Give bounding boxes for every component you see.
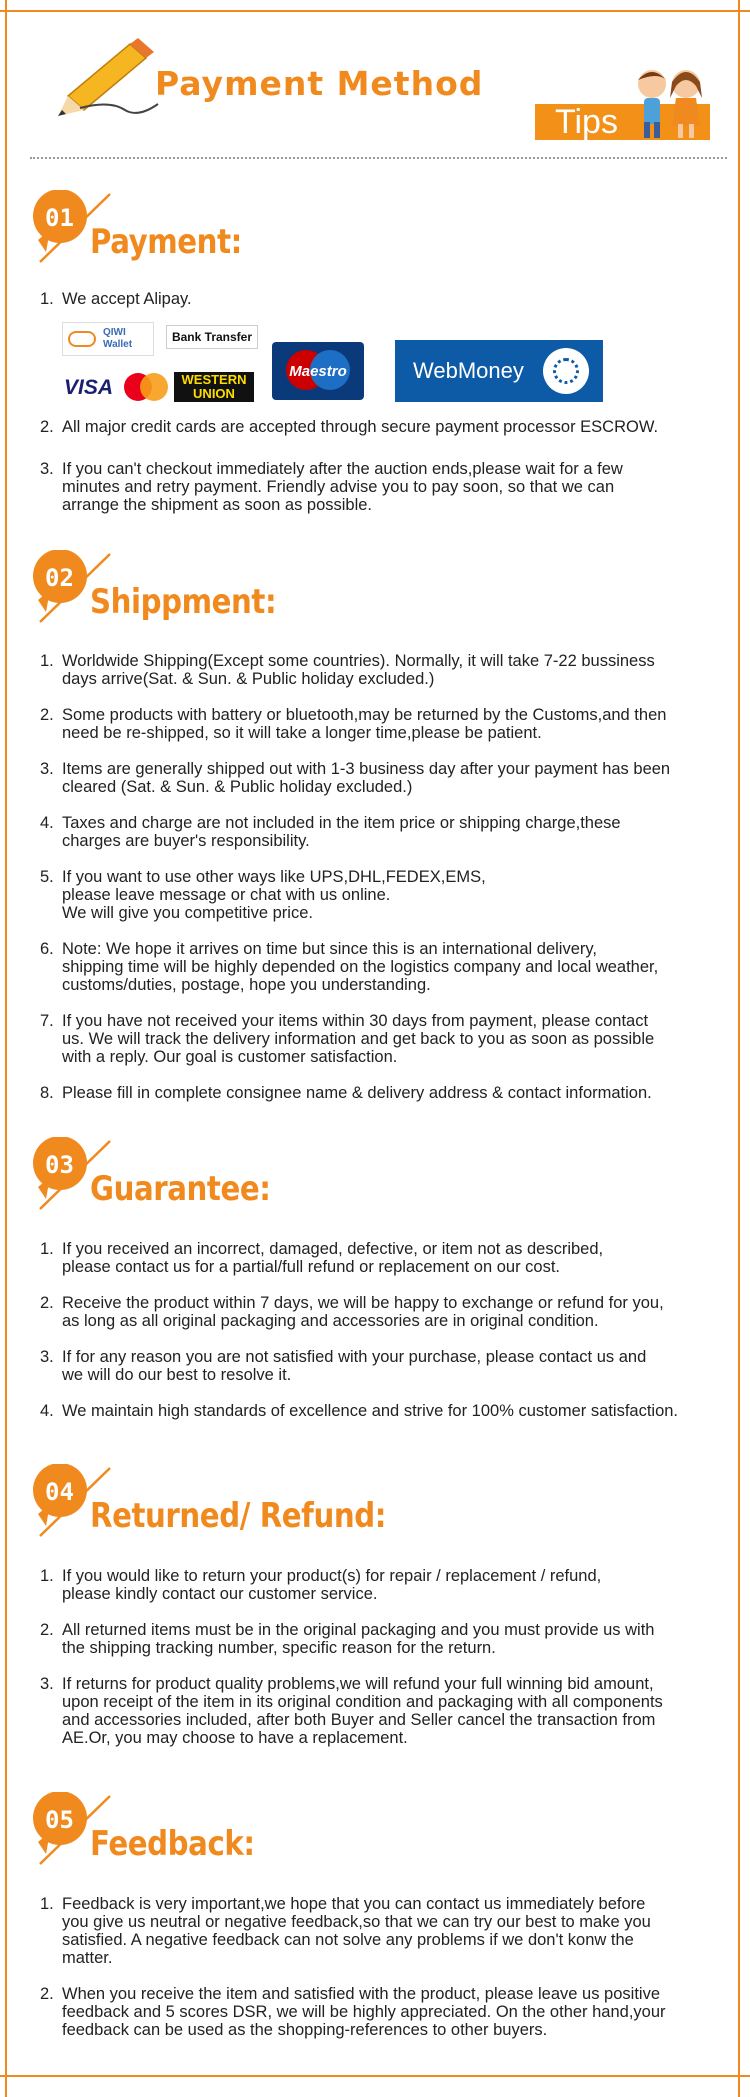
item-number: 2. — [40, 418, 54, 436]
payment-list-continued — [40, 460, 740, 514]
item-number: 2. — [40, 1621, 54, 1639]
item-text: Feedback is very important,we hope that you can contact us immediately before you give us neutral or negative feedback,so that we can try our best to make you satisfied. A negative feedback can not solve any problems if we don't konw the matter. — [62, 1895, 651, 1967]
bottom-border — [0, 2075, 750, 2077]
section-title: Shippment: — [90, 582, 277, 622]
item-text: All major credit cards are accepted through secure payment processor ESCROW. — [62, 418, 659, 436]
list-item — [40, 1675, 740, 1747]
list-item — [40, 940, 740, 994]
section-number: 05 — [45, 1806, 74, 1834]
guarantee-list — [40, 1348, 740, 1384]
list-item — [40, 652, 740, 688]
item-number: 5. — [40, 868, 54, 886]
list-item — [40, 1567, 740, 1603]
item-number: 3. — [40, 1348, 54, 1366]
list-item — [40, 1084, 740, 1102]
item-text: Receive the product within 7 days, we will be happy to exchange or refund for you, as long as all original packaging and accessories are in original condition. — [62, 1294, 664, 1330]
item-text: Items are generally shipped out with 1-3 business day after your payment has been cleared (Sat. & Sun. & Public holiday excluded.) — [62, 760, 671, 796]
list-item — [40, 868, 740, 922]
item-text: Some products with battery or bluetooth,may be returned by the Customs,and then need be re-shipped, so it will take a longer time,please be patient. — [62, 706, 667, 742]
item-number: 1. — [40, 1567, 54, 1585]
list-item — [40, 1240, 740, 1276]
guarantee-list — [40, 1294, 740, 1330]
page-header — [0, 0, 750, 160]
item-number: 2. — [40, 706, 54, 724]
item-text: If you can't checkout immediately after the auction ends,please wait for a few minutes and retry payment. Friendly advise you to pay soon, so that we can arrange the shipment as soon as possible. — [62, 460, 623, 514]
item-text: When you receive the item and satisfied with the product, please leave us positive feedback and 5 scores DSR, we will be highly appreciated. On the other hand,your feedback can be used as the shopping-references to other buyers. — [62, 1985, 666, 2039]
item-text: If you would like to return your product(s) for repair / replacement / refund, please kindly contact our customer service. — [62, 1567, 602, 1603]
section-title: Returned/ Refund: — [90, 1496, 387, 1536]
shipping-list — [40, 652, 740, 688]
item-text: Taxes and charge are not included in the item price or shipping charge,these charges are buyer's responsibility. — [62, 814, 621, 850]
item-text: We maintain high standards of excellence and strive for 100% customer satisfaction. — [62, 1402, 679, 1420]
item-text: If you received an incorrect, damaged, defective, or item not as described, please contact us for a partial/full refund or replacement on our cost. — [62, 1240, 604, 1276]
section-number: 02 — [45, 564, 74, 592]
section-number: 01 — [45, 204, 74, 232]
list-item — [40, 418, 740, 436]
item-number: 7. — [40, 1012, 54, 1030]
refund-list — [40, 1675, 740, 1747]
left-border — [5, 0, 7, 2097]
item-number: 4. — [40, 1402, 54, 1420]
payment-logos — [62, 320, 622, 405]
webmoney-logo — [395, 340, 603, 402]
bank-transfer-logo: Bank Transfer — [166, 325, 258, 349]
item-number: 1. — [40, 1895, 54, 1913]
header-divider — [30, 157, 727, 159]
item-number: 1. — [40, 652, 54, 670]
refund-list — [40, 1621, 740, 1657]
item-number: 6. — [40, 940, 54, 958]
guarantee-list — [40, 1240, 740, 1276]
item-number: 8. — [40, 1084, 54, 1102]
list-item — [40, 1621, 740, 1657]
feedback-list — [40, 1985, 740, 2039]
mastercard-icon — [124, 373, 168, 401]
list-item — [40, 760, 740, 796]
list-item — [40, 1294, 740, 1330]
item-text: Worldwide Shipping(Except some countries). Normally, it will take 7-22 bussiness days arrive(Sat. & Sun. & Public holiday excluded.) — [62, 652, 655, 688]
cartoon-kids-icon — [628, 62, 710, 142]
webmoney-globe-icon — [543, 348, 589, 394]
list-item — [40, 814, 740, 850]
section-number: 03 — [45, 1151, 74, 1179]
feedback-list — [40, 1895, 740, 1967]
item-number: 3. — [40, 760, 54, 778]
list-item — [40, 290, 740, 308]
list-item — [40, 1348, 740, 1384]
maestro-logo — [272, 342, 364, 400]
list-item — [40, 1012, 740, 1066]
item-text: If returns for product quality problems,we will refund your full winning bid amount, upon receipt of the item in its original condition and packaging with all components and accessories included, after both Buyer and Seller cancel the transaction from AE.Or, you may choose to have a replacement. — [62, 1675, 663, 1747]
item-number: 4. — [40, 814, 54, 832]
item-text: Please fill in complete consignee name & delivery address & contact information. — [62, 1084, 652, 1102]
section-guarantee-heading — [30, 1137, 530, 1217]
refund-list — [40, 1567, 740, 1603]
list-item — [40, 1985, 740, 2039]
qiwi-wallet-logo — [62, 322, 154, 356]
item-number: 2. — [40, 1294, 54, 1312]
item-text: If for any reason you are not satisfied with your purchase, please contact us and we will do our best to resolve it. — [62, 1348, 647, 1384]
section-title: Guarantee: — [90, 1169, 271, 1209]
item-number: 1. — [40, 1240, 54, 1258]
shipping-list — [40, 760, 740, 796]
qiwi-label: QIWI Wallet — [103, 327, 133, 350]
section-number: 04 — [45, 1478, 74, 1506]
tips-banner: Tips — [535, 104, 710, 140]
page-title: Payment Method — [155, 64, 484, 103]
webmoney-label: WebMoney — [413, 358, 524, 383]
list-item — [40, 1895, 740, 1967]
item-text: Note: We hope it arrives on time but since this is an international delivery, shipping time will be highly depended on the logistics company and local weather, customs/duties, postage, hope you understanding. — [62, 940, 659, 994]
item-text: If you have not received your items within 30 days from payment, please contact us. We will track the delivery information and get back to you as soon as possible with a reply. Our goal is customer satisfaction. — [62, 1012, 655, 1066]
list-item — [40, 1402, 740, 1420]
item-number: 1. — [40, 290, 54, 308]
shipping-list — [40, 814, 740, 850]
section-title: Feedback: — [90, 1824, 255, 1864]
shipping-list — [40, 706, 740, 742]
shipping-list — [40, 1012, 740, 1066]
shipping-list — [40, 940, 740, 994]
payment-list — [40, 290, 740, 308]
section-payment-heading — [30, 190, 530, 270]
shipping-list — [40, 1084, 740, 1102]
list-item — [40, 706, 740, 742]
visa-logo: VISA — [64, 376, 114, 399]
section-title: Payment: — [90, 222, 242, 262]
item-text: All returned items must be in the original packaging and you must provide us with the shipping tracking number, specific reason for the return. — [62, 1621, 655, 1657]
shipping-list — [40, 868, 740, 922]
item-number: 2. — [40, 1985, 54, 2003]
list-item — [40, 460, 740, 514]
maestro-label: Maestro — [289, 363, 347, 380]
section-feedback-heading — [30, 1792, 530, 1872]
western-union-logo: WESTERN UNION — [174, 372, 254, 402]
item-number: 3. — [40, 460, 54, 478]
section-refund-heading — [30, 1464, 530, 1544]
item-text: If you want to use other ways like UPS,DHL,FEDEX,EMS, please leave message or chat with us online. We will give you competitive price. — [62, 868, 486, 922]
pencil-icon — [50, 38, 160, 118]
item-number: 3. — [40, 1675, 54, 1693]
item-text: We accept Alipay. — [62, 290, 192, 308]
guarantee-list — [40, 1402, 740, 1420]
section-shipping-heading — [30, 550, 530, 630]
qiwi-icon — [68, 331, 96, 347]
payment-list-continued — [40, 418, 740, 436]
